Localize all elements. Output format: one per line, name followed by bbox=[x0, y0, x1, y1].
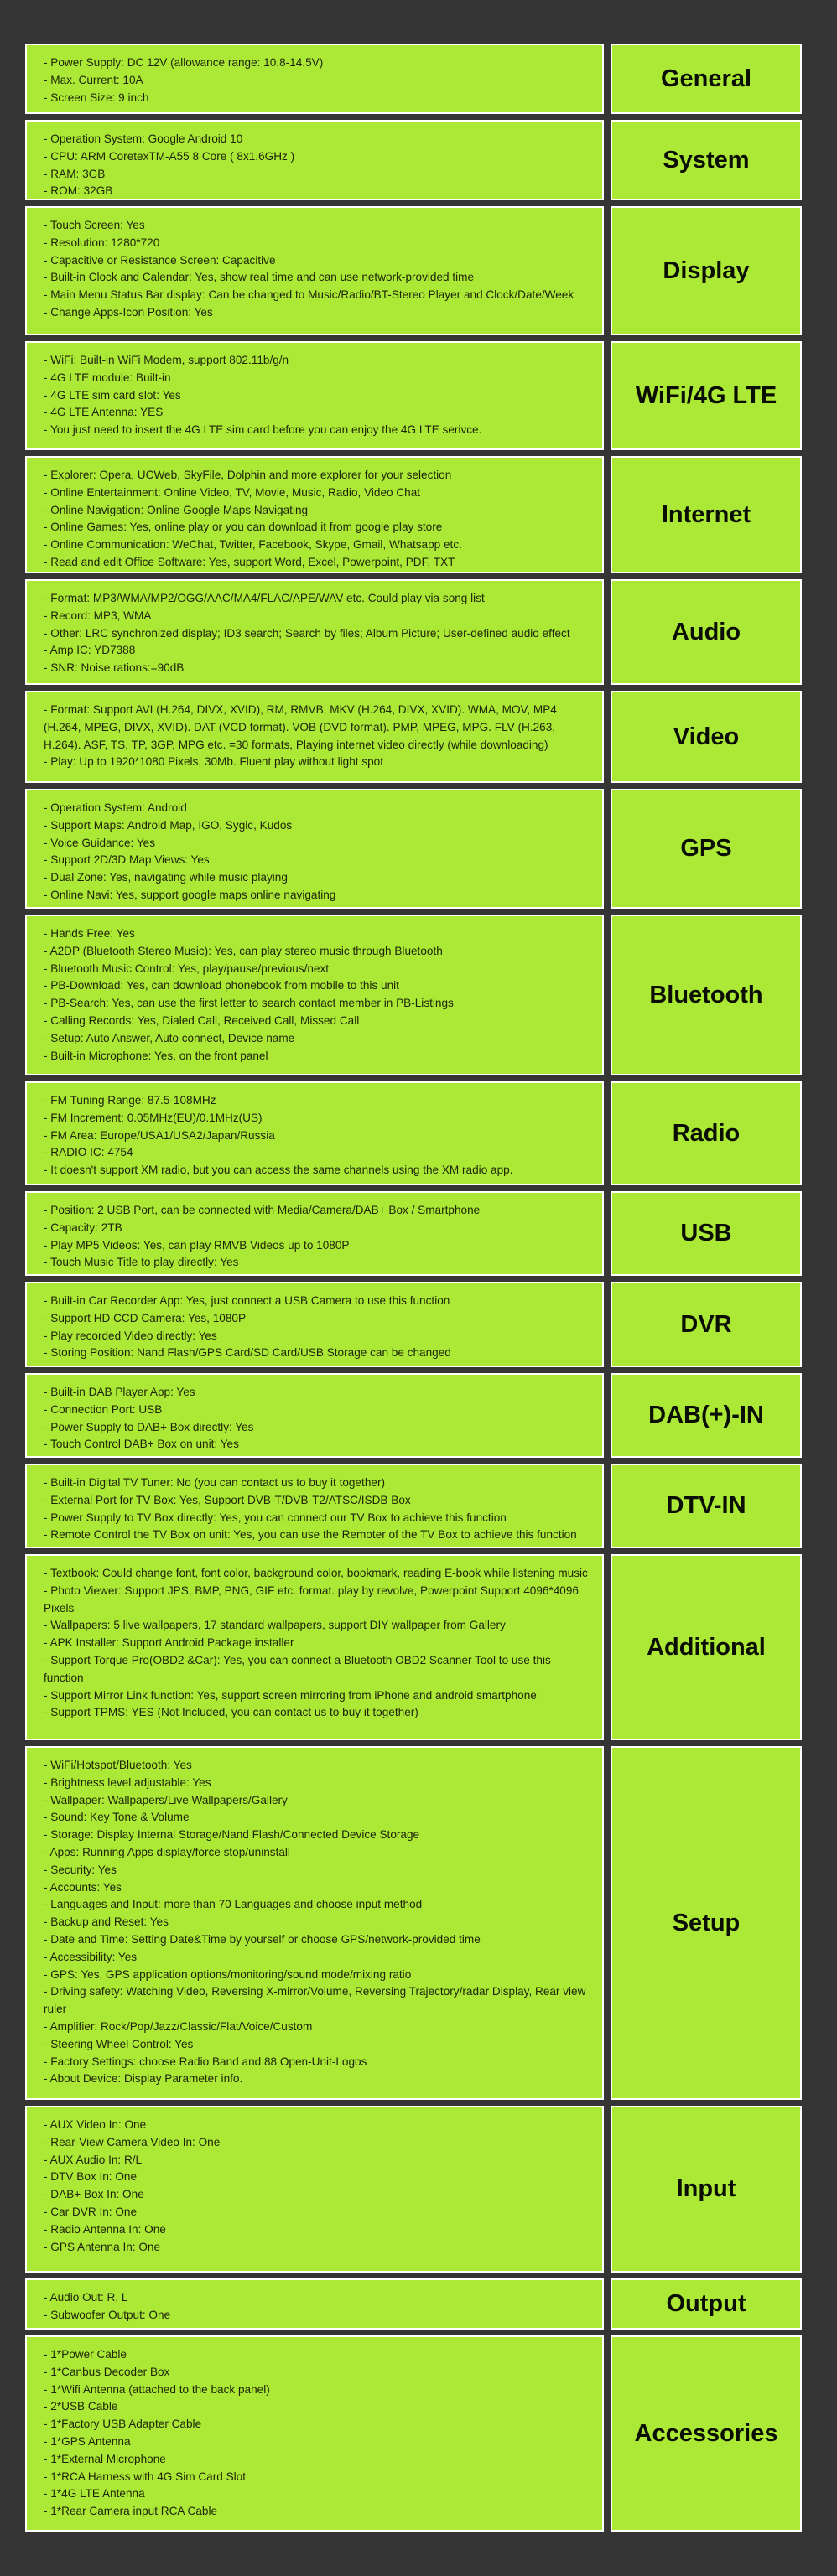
spec-details bbox=[25, 691, 604, 783]
spec-line: - Bluetooth Music Control: Yes, play/pause/previous/next bbox=[44, 961, 330, 975]
section-title: USB bbox=[611, 1191, 802, 1276]
spec-line: - Storage: Display Internal Storage/Nand Flash/Connected Device Storage bbox=[44, 1828, 420, 1842]
section-title: WiFi/4G LTE bbox=[611, 341, 802, 450]
spec-line: - Accounts: Yes bbox=[44, 1880, 122, 1894]
spec-line: - 1*Rear Camera input RCA Cable bbox=[44, 2505, 218, 2518]
spec-line: - Photo Viewer: Support JPS, BMP, PNG, GIF etc. format. play by revolve, Powerpoint Support 4096*4096 Pixels bbox=[44, 1583, 579, 1615]
spec-line: - Support 2D/3D Map Views: Yes bbox=[44, 853, 210, 867]
spec-line: - Support Mirror Link function: Yes, support screen mirroring from iPhone and android smartphone bbox=[44, 1688, 537, 1702]
spec-line: - Other: LRC synchronized display; ID3 search; Search by files; Album Picture; User-defined audio effect bbox=[44, 626, 570, 640]
spec-line: - Hands Free: Yes bbox=[44, 927, 135, 940]
spec-details bbox=[25, 206, 604, 335]
spec-line: - Play MP5 Videos: Yes, can play RMVB Videos up to 1080P bbox=[44, 1238, 350, 1252]
spec-details bbox=[25, 2335, 604, 2532]
spec-line: - Format: MP3/WMA/MP2/OGG/AAC/MA4/FLAC/APE/WAV etc. Could play via song list bbox=[44, 592, 485, 604]
spec-details bbox=[25, 456, 604, 573]
spec-line: - Radio Antenna In: One bbox=[44, 2222, 166, 2236]
spec-details bbox=[25, 1081, 604, 1185]
spec-section bbox=[25, 456, 809, 573]
spec-line: - 4G LTE module: Built-in bbox=[44, 371, 171, 384]
spec-details bbox=[25, 789, 604, 909]
spec-line: - 1*4G LTE Antenna bbox=[44, 2487, 145, 2501]
spec-line: - Rear-View Camera Video In: One bbox=[44, 2135, 221, 2148]
spec-line: - Amp IC: YD7388 bbox=[44, 644, 136, 657]
spec-details bbox=[25, 341, 604, 450]
section-title: System bbox=[611, 120, 802, 200]
spec-line: - Wallpaper: Wallpapers/Live Wallpapers/Gallery bbox=[44, 1793, 288, 1806]
spec-line: - 1*Canbus Decoder Box bbox=[44, 2365, 170, 2378]
spec-line: - GPS: Yes, GPS application options/monitoring/sound mode/mixing ratio bbox=[44, 1967, 412, 1981]
spec-line: - Online Entertainment: Online Video, TV, Movie, Music, Radio, Video Chat bbox=[44, 485, 421, 499]
spec-line: - Driving safety: Watching Video, Reversing X-mirror/Volume, Reversing Trajectory/radar Display, Rear view ruler bbox=[44, 1985, 586, 2016]
spec-line: - Support Torque Pro(OBD2 &Car): Yes, you can connect a Bluetooth OBD2 Scanner Tool to use this function bbox=[44, 1653, 551, 1684]
spec-line: - Steering Wheel Control: Yes bbox=[44, 2037, 194, 2050]
spec-line: - About Device: Display Parameter info. bbox=[44, 2072, 243, 2086]
section-title: Additional bbox=[611, 1554, 802, 1740]
spec-line: - Built-in Digital TV Tuner: No (you can contact us to buy it together) bbox=[44, 1476, 385, 1489]
spec-line: - WiFi/Hotspot/Bluetooth: Yes bbox=[44, 1759, 192, 1771]
spec-line: - Storing Position: Nand Flash/GPS Card/SD Card/USB Storage can be changed bbox=[44, 1346, 451, 1360]
spec-details bbox=[25, 1191, 604, 1276]
spec-line: - Support TPMS: YES (Not Included, you can contact us to buy it together) bbox=[44, 1706, 418, 1719]
spec-line: - Explorer: Opera, UCWeb, SkyFile, Dolphin and more explorer for your selection bbox=[44, 469, 452, 481]
spec-line: - Textbook: Could change font, font color, background color, bookmark, reading E-book while listening music bbox=[44, 1567, 588, 1579]
spec-line: - Power Supply: DC 12V (allowance range: 10.8-14.5V) bbox=[44, 56, 324, 69]
spec-section bbox=[25, 120, 809, 200]
section-title: Display bbox=[611, 206, 802, 335]
spec-details bbox=[25, 915, 604, 1075]
spec-section bbox=[25, 206, 809, 335]
spec-line: - External Port for TV Box: Yes, Support DVB-T/DVB-T2/ATSC/ISDB Box bbox=[44, 1493, 411, 1506]
spec-line: - 2*USB Cable bbox=[44, 2400, 118, 2413]
spec-line: - Built-in Microphone: Yes, on the front panel bbox=[44, 1049, 268, 1062]
spec-line: - Amplifier: Rock/Pop/Jazz/Classic/Flat/Voice/Custom bbox=[44, 2019, 313, 2033]
section-title: GPS bbox=[611, 789, 802, 909]
spec-line: - Built-in Clock and Calendar: Yes, show real time and can use network-provided time bbox=[44, 271, 475, 284]
spec-line: - Audio Out: R, L bbox=[44, 2291, 128, 2304]
spec-line: - Factory Settings: choose Radio Band and 88 Open-Unit-Logos bbox=[44, 2055, 367, 2068]
spec-details bbox=[25, 579, 604, 685]
spec-section bbox=[25, 691, 809, 783]
spec-line: - Calling Records: Yes, Dialed Call, Received Call, Missed Call bbox=[44, 1013, 360, 1027]
spec-line: - Power Supply to TV Box directly: Yes, you can connect our TV Box to achieve this function bbox=[44, 1511, 507, 1524]
spec-details bbox=[25, 1554, 604, 1740]
spec-line: - Sound: Key Tone & Volume bbox=[44, 1811, 190, 1824]
spec-section bbox=[25, 1554, 809, 1740]
spec-line: - SNR: Noise rations:=90dB bbox=[44, 661, 185, 675]
section-title: DVR bbox=[611, 1282, 802, 1367]
section-title: Radio bbox=[611, 1081, 802, 1185]
spec-section bbox=[25, 2335, 809, 2532]
spec-line: - 1*Wifi Antenna (attached to the back panel) bbox=[44, 2382, 270, 2396]
spec-line: - Format: Support AVI (H.264, DIVX, XVID), RM, RMVB, MKV (H.264, DIVX, XVID). WMA, MOV, MP4 (H.264, MPEG, DIVX, XVID). DAT (VCD format). VOB (DVD format). PMP, MPEG, MPG. FLV (H.263, H.264). ASF, TS, TP, 3GP, MPG etc. =30 formats, Playing internet video directly (while downloading) bbox=[44, 703, 557, 751]
spec-line: - Change Apps-Icon Position: Yes bbox=[44, 305, 213, 319]
section-title: DTV-IN bbox=[611, 1464, 802, 1548]
spec-line: - Power Supply to DAB+ Box directly: Yes bbox=[44, 1420, 254, 1433]
spec-line: - 1*Power Cable bbox=[44, 2348, 127, 2361]
spec-line: - AUX Audio In: R/L bbox=[44, 2153, 143, 2166]
spec-line: - Brightness level adjustable: Yes bbox=[44, 1775, 211, 1789]
spec-line: - Capacitive or Resistance Screen: Capacitive bbox=[44, 253, 276, 267]
spec-line: - Capacity: 2TB bbox=[44, 1221, 122, 1234]
spec-line: - Security: Yes bbox=[44, 1863, 117, 1876]
spec-line: - Accessibility: Yes bbox=[44, 1950, 138, 1963]
section-title: Bluetooth bbox=[611, 915, 802, 1075]
spec-line: - Support HD CCD Camera: Yes, 1080P bbox=[44, 1311, 247, 1324]
spec-details bbox=[25, 2106, 604, 2273]
spec-line: - 4G LTE Antenna: YES bbox=[44, 406, 164, 419]
spec-line: - Online Navigation: Online Google Maps Navigating bbox=[44, 503, 309, 516]
spec-line: - APK Installer: Support Android Package installer bbox=[44, 1636, 294, 1650]
spec-section bbox=[25, 341, 809, 450]
section-title: Output bbox=[611, 2278, 802, 2330]
spec-section bbox=[25, 579, 809, 685]
spec-section bbox=[25, 1746, 809, 2100]
spec-line: - Operation System: Android bbox=[44, 801, 187, 814]
spec-line: - It doesn't support XM radio, but you can access the same channels using the XM radio app. bbox=[44, 1164, 513, 1177]
spec-line: - DTV Box In: One bbox=[44, 2170, 138, 2184]
spec-line: - 4G LTE sim card slot: Yes bbox=[44, 388, 181, 402]
spec-line: - Languages and Input: more than 70 Languages and choose input method bbox=[44, 1898, 423, 1911]
spec-section bbox=[25, 2106, 809, 2273]
spec-line: - WiFi: Built-in WiFi Modem, support 802.11b/g/n bbox=[44, 354, 289, 366]
spec-line: - RAM: 3GB bbox=[44, 167, 106, 180]
spec-line: - Touch Screen: Yes bbox=[44, 219, 145, 231]
spec-details bbox=[25, 1464, 604, 1548]
spec-line: - DAB+ Box In: One bbox=[44, 2188, 144, 2201]
spec-line: - FM Increment: 0.05MHz(EU)/0.1MHz(US) bbox=[44, 1111, 263, 1124]
spec-details bbox=[25, 120, 604, 200]
spec-line: - A2DP (Bluetooth Stereo Music): Yes, can play stereo music through Bluetooth bbox=[44, 944, 443, 957]
spec-line: - RADIO IC: 4754 bbox=[44, 1146, 133, 1159]
spec-details bbox=[25, 2278, 604, 2330]
spec-section bbox=[25, 2278, 809, 2330]
spec-line: - Online Games: Yes, online play or you can download it from google play store bbox=[44, 521, 443, 534]
spec-line: - Touch Music Title to play directly: Yes bbox=[44, 1256, 239, 1269]
section-title: Internet bbox=[611, 456, 802, 573]
spec-details bbox=[25, 44, 604, 114]
spec-line: - CPU: ARM CoretexTM-A55 8 Core ( 8x1.6GHz ) bbox=[44, 149, 295, 163]
spec-line: - Built-in Car Recorder App: Yes, just connect a USB Camera to use this function bbox=[44, 1294, 450, 1307]
spec-section bbox=[25, 1373, 809, 1458]
spec-line: - Support Maps: Android Map, IGO, Sygic, Kudos bbox=[44, 818, 293, 832]
section-title: Audio bbox=[611, 579, 802, 685]
spec-line: - AUX Video In: One bbox=[44, 2118, 147, 2131]
spec-line: - Subwoofer Output: One bbox=[44, 2308, 171, 2321]
spec-line: - Read and edit Office Software: Yes, support Word, Excel, Powerpoint, PDF, TXT bbox=[44, 555, 455, 568]
spec-line: - Backup and Reset: Yes bbox=[44, 1915, 169, 1929]
spec-section bbox=[25, 915, 809, 1075]
spec-line: - Setup: Auto Answer, Auto connect, Device name bbox=[44, 1031, 295, 1044]
spec-line: - FM Area: Europe/USA1/USA2/Japan/Russia bbox=[44, 1128, 275, 1142]
spec-line: - Voice Guidance: Yes bbox=[44, 836, 156, 849]
spec-line: - Play: Up to 1920*1080 Pixels, 30Mb. Fluent play without light spot bbox=[44, 755, 384, 769]
spec-section bbox=[25, 789, 809, 909]
section-title: Video bbox=[611, 691, 802, 783]
spec-line: - 1*Factory USB Adapter Cable bbox=[44, 2418, 202, 2431]
section-title: Accessories bbox=[611, 2335, 802, 2532]
spec-line: - Connection Port: USB bbox=[44, 1402, 163, 1416]
spec-line: - GPS Antenna In: One bbox=[44, 2240, 161, 2253]
spec-line: - Online Navi: Yes, support google maps online navigating bbox=[44, 888, 336, 901]
spec-section bbox=[25, 1282, 809, 1367]
spec-line: - 1*External Microphone bbox=[44, 2452, 166, 2465]
spec-section bbox=[25, 1081, 809, 1185]
spec-line: - Resolution: 1280*720 bbox=[44, 236, 160, 249]
spec-line: - Play recorded Video directly: Yes bbox=[44, 1329, 217, 1342]
spec-line: - PB-Search: Yes, can use the first letter to search contact member in PB-Listings bbox=[44, 997, 454, 1010]
spec-line: - Dual Zone: Yes, navigating while music playing bbox=[44, 871, 288, 884]
spec-section bbox=[25, 1191, 809, 1276]
spec-line: - Wallpapers: 5 live wallpapers, 17 standard wallpapers, support DIY wallpaper from Gallery bbox=[44, 1619, 506, 1632]
section-title: General bbox=[611, 44, 802, 114]
spec-line: - Date and Time: Setting Date&Time by yourself or choose GPS/network-provided time bbox=[44, 1932, 481, 1946]
spec-line: - Screen Size: 9 inch bbox=[44, 91, 149, 104]
spec-line: - Touch Control DAB+ Box on unit: Yes bbox=[44, 1438, 239, 1451]
spec-line: - Remote Control the TV Box on unit: Yes, you can use the Remoter of the TV Box to achieve this function bbox=[44, 1528, 577, 1542]
spec-line: - FM Tuning Range: 87.5-108MHz bbox=[44, 1094, 216, 1107]
section-title: Setup bbox=[611, 1746, 802, 2100]
spec-details bbox=[25, 1282, 604, 1367]
spec-line: - Max. Current: 10A bbox=[44, 73, 143, 86]
spec-line: - Main Menu Status Bar display: Can be changed to Music/Radio/BT-Stereo Player and Clock/Date/Week bbox=[44, 288, 574, 302]
spec-line: - Position: 2 USB Port, can be connected with Media/Camera/DAB+ Box / Smartphone bbox=[44, 1204, 481, 1216]
spec-details bbox=[25, 1746, 604, 2100]
section-title: DAB(+)-IN bbox=[611, 1373, 802, 1458]
spec-line: - Apps: Running Apps display/force stop/uninstall bbox=[44, 1845, 290, 1858]
spec-details bbox=[25, 1373, 604, 1458]
spec-line: - You just need to insert the 4G LTE sim card before you can enjoy the 4G LTE serivce. bbox=[44, 423, 482, 437]
spec-line: - PB-Download: Yes, can download phonebook from mobile to this unit bbox=[44, 979, 399, 993]
spec-line: - Operation System: Google Android 10 bbox=[44, 132, 243, 145]
spec-line: - 1*RCA Harness with 4G Sim Card Slot bbox=[44, 2470, 246, 2483]
spec-line: - Car DVR In: One bbox=[44, 2205, 138, 2218]
spec-line: - 1*GPS Antenna bbox=[44, 2434, 131, 2448]
spec-line: - ROM: 32GB bbox=[44, 184, 113, 198]
spec-section bbox=[25, 44, 809, 114]
spec-line: - Online Communication: WeChat, Twitter, Facebook, Skype, Gmail, Whatsapp etc. bbox=[44, 538, 462, 552]
spec-line: - Record: MP3, WMA bbox=[44, 609, 152, 622]
spec-line: - Built-in DAB Player App: Yes bbox=[44, 1386, 195, 1398]
section-title: Input bbox=[611, 2106, 802, 2273]
spec-section bbox=[25, 1464, 809, 1548]
